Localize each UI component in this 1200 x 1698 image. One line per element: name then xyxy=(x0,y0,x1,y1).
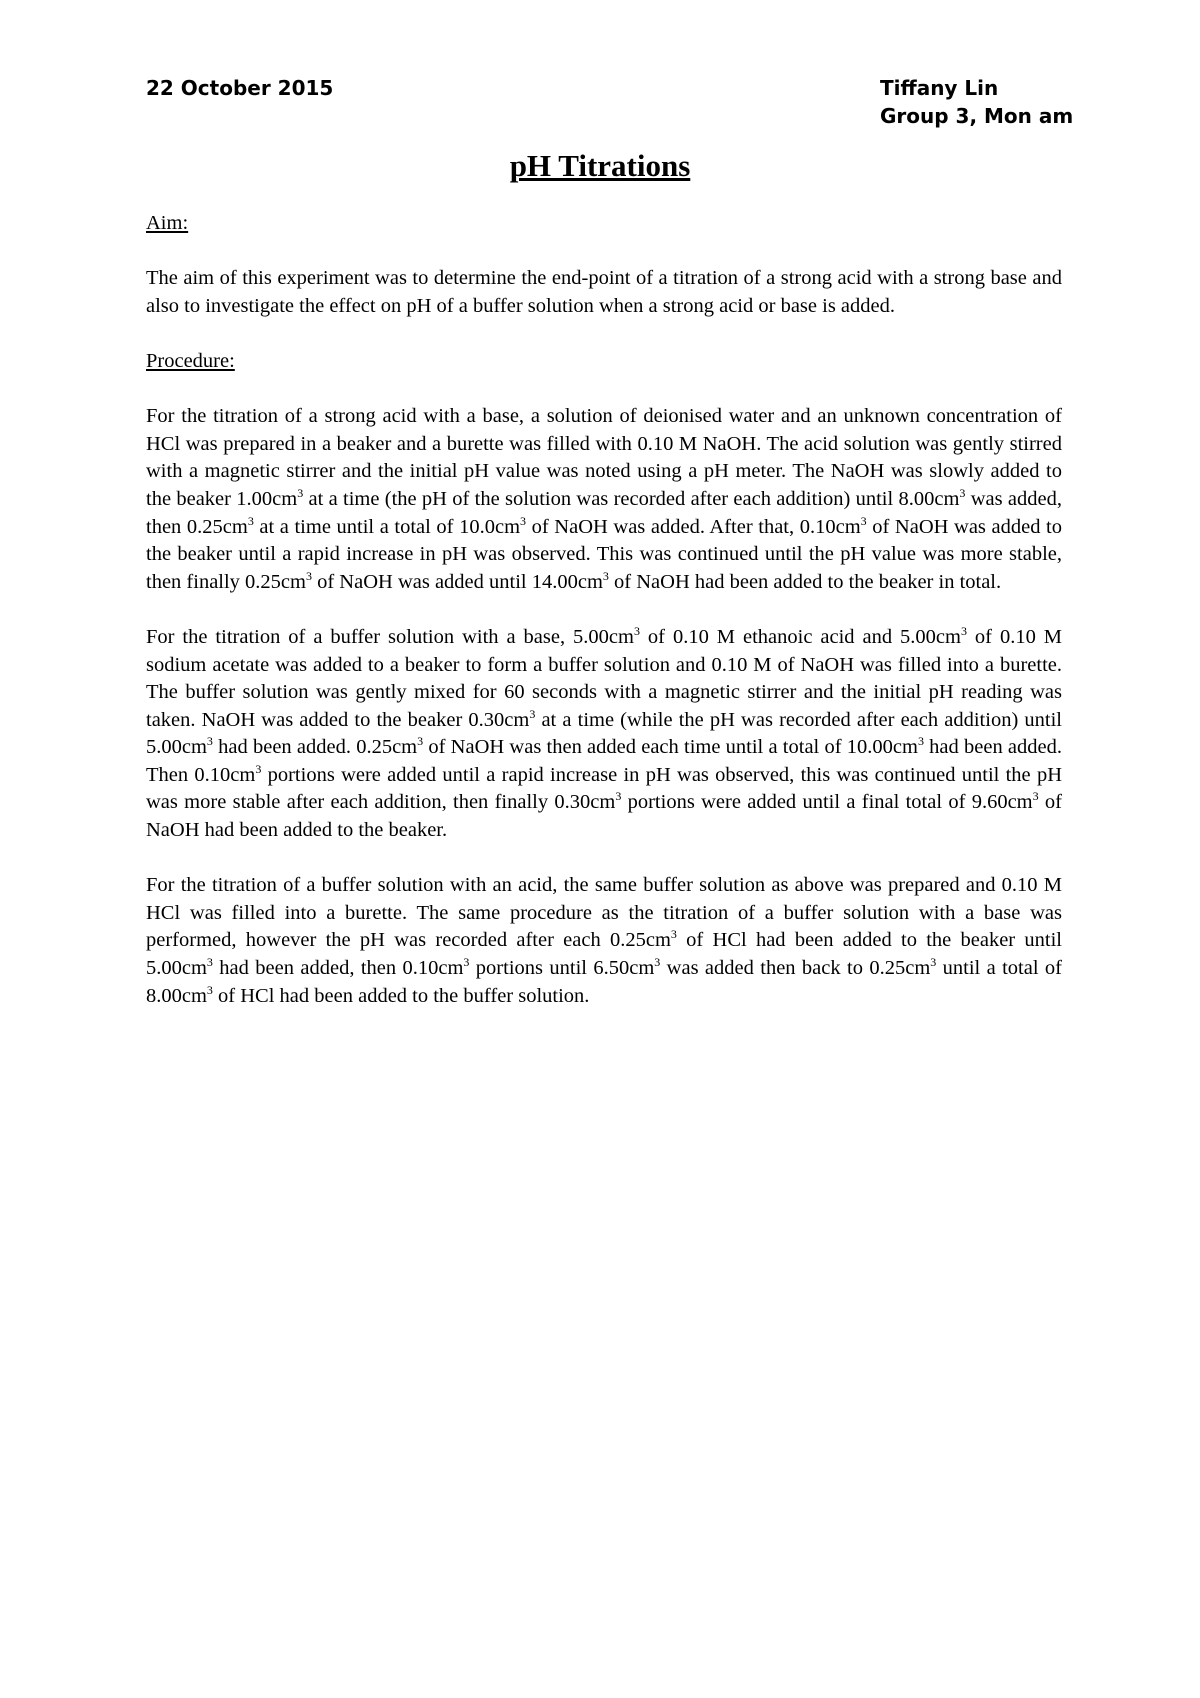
header-author: Tiffany Lin xyxy=(880,76,999,100)
aim-heading: Aim: xyxy=(146,212,189,234)
header-date: 22 October 2015 xyxy=(146,76,334,100)
document-title: pH Titrations xyxy=(509,148,691,183)
procedure-paragraph-1: For the titration of a strong acid with a base, a solution of deionised water and an unknown concentration of HCl was prepared in a beaker and a burette was filled with 0.10 M NaOH. The acid solution was gently stirred with a magnetic stirrer and the initial pH value was noted using a pH meter. The NaOH was slowly added to the beaker $1.00cm^3$ at a time (the pH of the solution was recorded after each addition) until $8.00cm^3$ was added, then $0.25cm^3$ at a time until a total of $10.0cm^3$ of NaOH was added. After that, $0.10cm^3$ of NaOH was added to the beaker until a rapid increase in pH was observed. This was continued until the pH value was more stable, then finally $0.25cm^3$ of NaOH was added until $14.00cm^3$ of NaOH had been added to the beaker in total. xyxy=(146,405,1062,593)
document-body xyxy=(146,210,1062,1038)
aim-paragraph: The aim of this experiment was to determine the end-point of a titration of a strong acid with a strong base and also to investigate the effect on pH of a buffer solution when a strong acid or base is added. xyxy=(146,267,1062,317)
procedure-paragraph-2: For the titration of a buffer solution with a base, $5.00cm^3$ of 0.10 M ethanoic acid and $5.00cm^3$ of 0.10 M sodium acetate was added to a beaker to form a buffer solution and 0.10 M of NaOH was filled into a burette. The buffer solution was gently mixed for 60 seconds with a magnetic stirrer and the initial pH reading was taken. NaOH was added to the beaker $0.30cm^3$ at a time (while the pH was recorded after each addition) until $5.00cm^3$ had been added. $0.25cm^3$ of NaOH was then added each time until a total of $10.00cm^3$ had been added. Then $0.10cm^3$ portions were added until a rapid increase in pH was observed, this was continued until the pH was more stable after each addition, then finally $0.30cm^3$ portions were added until a final total of $9.60cm^3$ of NaOH had been added to the beaker. xyxy=(146,623,1063,842)
procedure-paragraph-3: For the titration of a buffer solution with an acid, the same buffer solution as above was prepared and 0.10 M HCl was filled into a burette. The same procedure as the titration of a buffer solution with a base was performed, however the pH was recorded after each $0.25cm^3$ of HCl had been added to the beaker until $5.00cm^3$ had been added, then $0.10cm^3$ portions until $6.50cm^3$ was added then back to $0.25cm^3$ until a total of $8.00cm^3$ of HCl had been added to the buffer solution. xyxy=(146,874,1062,1007)
procedure-heading: Procedure: xyxy=(146,349,235,372)
header-author-block xyxy=(880,74,1073,130)
header-group: Group 3, Mon am xyxy=(880,104,1074,128)
